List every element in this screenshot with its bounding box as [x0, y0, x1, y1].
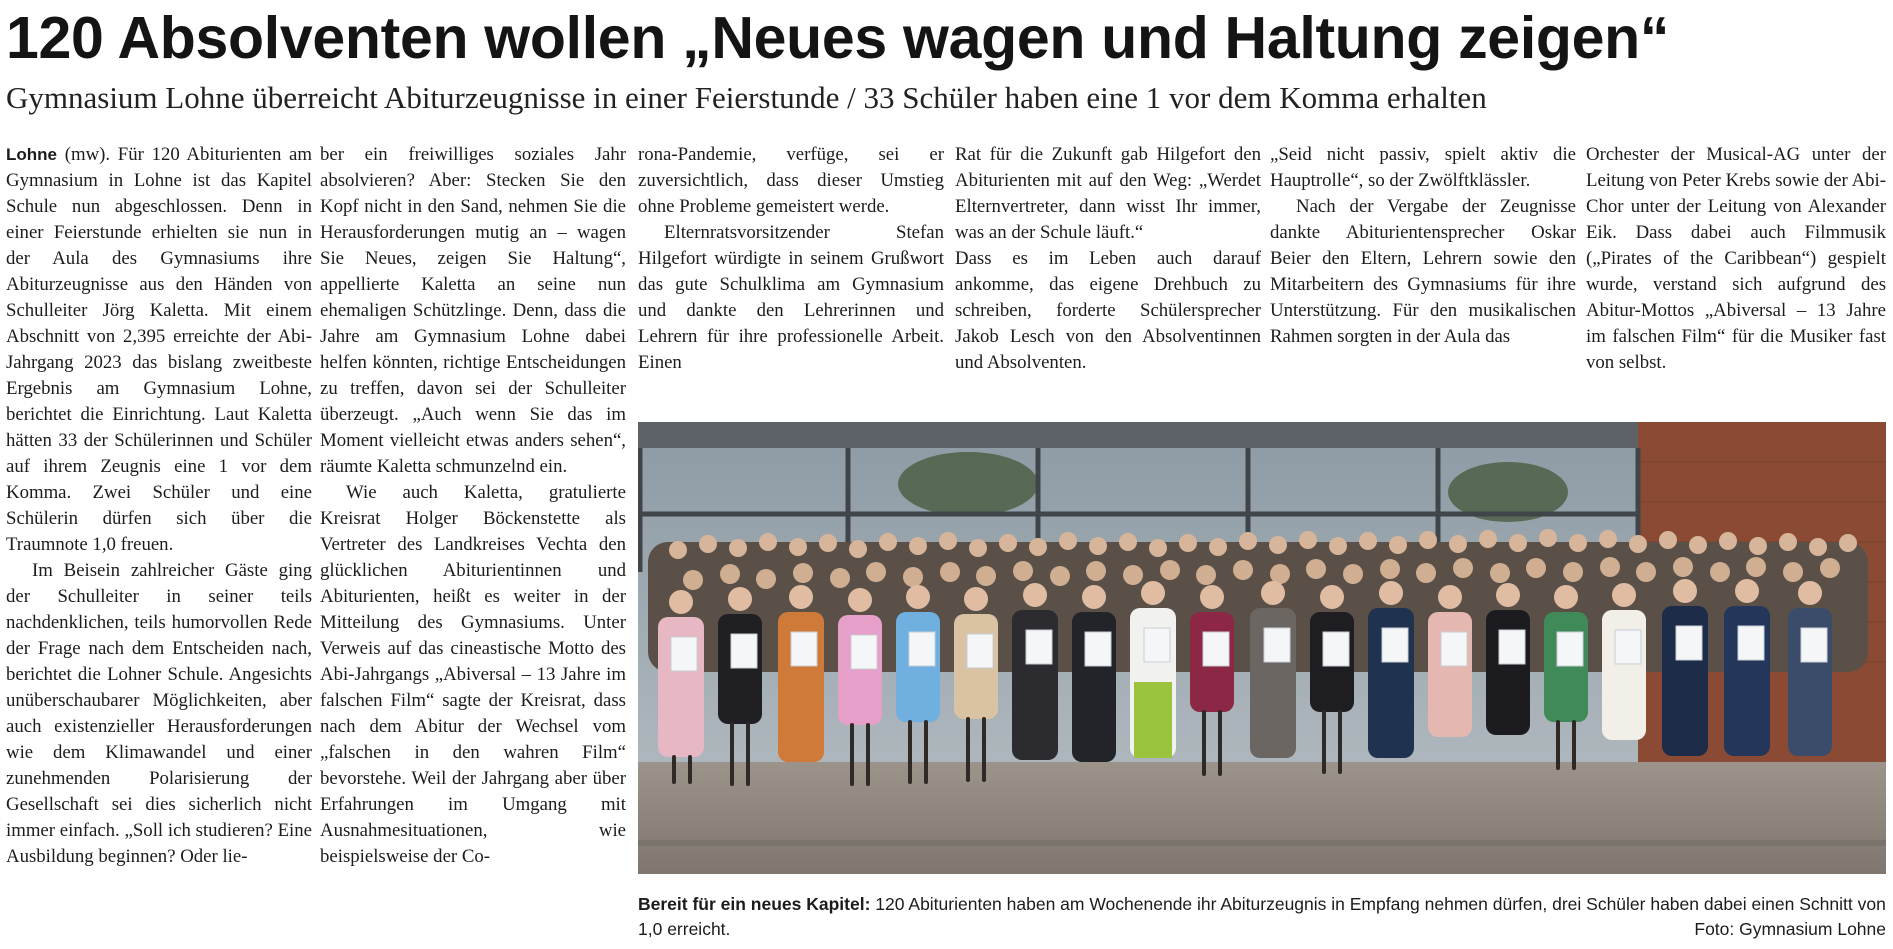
article-column-4: [955, 142, 1261, 388]
paragraph: ber ein freiwilliges soziales Jahr absolvieren? Aber: Stecken Sie den Kopf nicht in den Sand, nehmen Sie die Herausforderungen mutig an – wagen Sie Neues, zeigen Sie Haltung“, appellierte Kaletta an seine nun ehemaligen Schützlinge. Denn, dass die Jahre am Gymnasium Lohne dabei helfen könnten, richtige Entscheidungen zu treffen, davon sei der Schulleiter überzeugt. „Auch wenn Sie das im Moment vielleicht etwas anders sehen“, räumte Kaletta schmunzelnd ein.: [320, 144, 626, 477]
paragraph-text: Für 120 Abiturienten am Gymnasium in Lohne ist das Kapitel Schule nun abgeschlossen. Denn in einer Feierstunde erhielten sie nun in der Aula des Gymnasiums ihre Abiturzeugnisse aus den Händen von Schulleiter Jörg Kaletta. Mit einem Abschnitt von 2,395 erreichte der Abi-Jahrgang 2023 das bislang zweitbeste Ergebnis am Gymnasium Lohne, berichtet die Einrichtung. Laut Kaletta hätten 33 der Schülerinnen und Schüler auf ihrem Zeugnis eine 1 vor dem Komma. Zwei Schüler und eine Schülerin dürfen sich über die Traumnote 1,0 freuen.: [6, 144, 312, 555]
article-column-5: [1270, 142, 1576, 388]
caption-lead: Bereit für ein neues Kapitel:: [638, 894, 871, 914]
author-tag: (mw).: [64, 144, 111, 165]
photo-credit: Foto: Gymnasium Lohne: [1694, 919, 1886, 939]
paragraph: [6, 142, 312, 558]
article-column-1: [6, 142, 312, 944]
headline: 120 Absolventen wollen „Neues wagen und Haltung zeigen“: [6, 5, 1670, 71]
group-photo: [638, 422, 1886, 874]
paragraph: Wie auch Kaletta, gratulierte Kreisrat Holger Böckenstette als Vertreter des Landkreises Vechta den glücklichen Abiturientinnen und Abiturienten, heißt es weiter in der Mitteilung des Gymnasiums. Unter Verweis auf das cineastische Motto des Abi-Jahrgangs „Abiversal – 13 Jahre im falschen Film“ sagte der Kreisrat, dass nach dem Abitur der Wechsel vom „falschen in den wahren Film“ bevorstehe. Weil der Jahrgang aber über Erfahrungen im Umgang mit Ausnahmesituationen, wie beispielsweise der Co-: [320, 482, 626, 867]
subheadline: Gymnasium Lohne überreicht Abiturzeugnisse in einer Feierstunde / 33 Schüler haben eine 1 vor dem Komma erhalten: [6, 80, 1487, 115]
paragraph: „Seid nicht passiv, spielt aktiv die Hauptrolle“, so der Zwölftklässler.: [1270, 144, 1576, 191]
group-photo-illustration: [638, 422, 1886, 874]
paragraph: Orchester der Musical-AG unter der Leitung von Peter Krebs sowie der Abi-Chor unter der Leitung von Alexander Eik. Dass dabei auch Filmmusik („Pirates of the Caribbean“) gespielt wurde, verstand sich aufgrund des Abitur-Mottos „Abiversal – 13 Jahre im falschen Film“ für die Musiker fast von selbst.: [1586, 144, 1886, 373]
paragraph: Nach der Vergabe der Zeugnisse dankte Abiturientensprecher Oskar Beier den Eltern, Lehrern sowie den Mitarbeitern des Gymnasiums für ihre Unterstützung. Für den musikalischen Rahmen sorgten in der Aula das: [1270, 196, 1576, 347]
article-column-3: [638, 142, 944, 388]
article-column-6: [1586, 142, 1886, 388]
paragraph: rona-Pandemie, verfüge, sei er zuversichtlich, dass dieser Umstieg ohne Probleme gemeistert werde.: [638, 144, 944, 217]
caption-text: 120 Abiturienten haben am Wochenende ihr Abiturzeugnis in Empfang nehmen dürfen, drei Schüler haben dabei einen Schnitt von 1,0 erreicht.: [638, 894, 1886, 939]
dateline: Lohne: [6, 145, 57, 164]
paved-ground: [638, 762, 1886, 874]
article-column-2: [320, 142, 626, 944]
paragraph: Elternratsvorsitzender Stefan Hilgefort würdigte in seinem Grußwort das gute Schulklima am Gymnasium und dankte den Lehrerinnen und Lehrern für ihre professionelle Arbeit. Einen: [638, 222, 944, 373]
paragraph: Dass es im Leben auch darauf ankomme, das eigene Drehbuch zu schreiben, forderte Schülersprecher Jakob Lesch von den Absolventinnen und Absolventen.: [955, 248, 1261, 373]
paragraph: Im Beisein zahlreicher Gäste ging der Schulleiter in seiner teils nachdenklichen, teils humorvollen Rede der Frage nach dem Entscheiden nach, berichtet die Lohner Schule. Angesichts unüberschaubarer Möglichkeiten, aber auch existenzieller Herausforderungen wie dem Klimawandel und einer zunehmenden Polarisierung der Gesellschaft sei dies sicherlich nicht immer einfach. „Soll ich studieren? Eine Ausbildung beginnen? Oder lie-: [6, 560, 312, 867]
roof-overhang: [638, 422, 1638, 448]
paragraph: Rat für die Zukunft gab Hilgefort den Abiturienten mit auf den Weg: „Werdet Elternvertreter, dann wisst Ihr immer, was an der Schule läuft.“: [955, 144, 1261, 243]
